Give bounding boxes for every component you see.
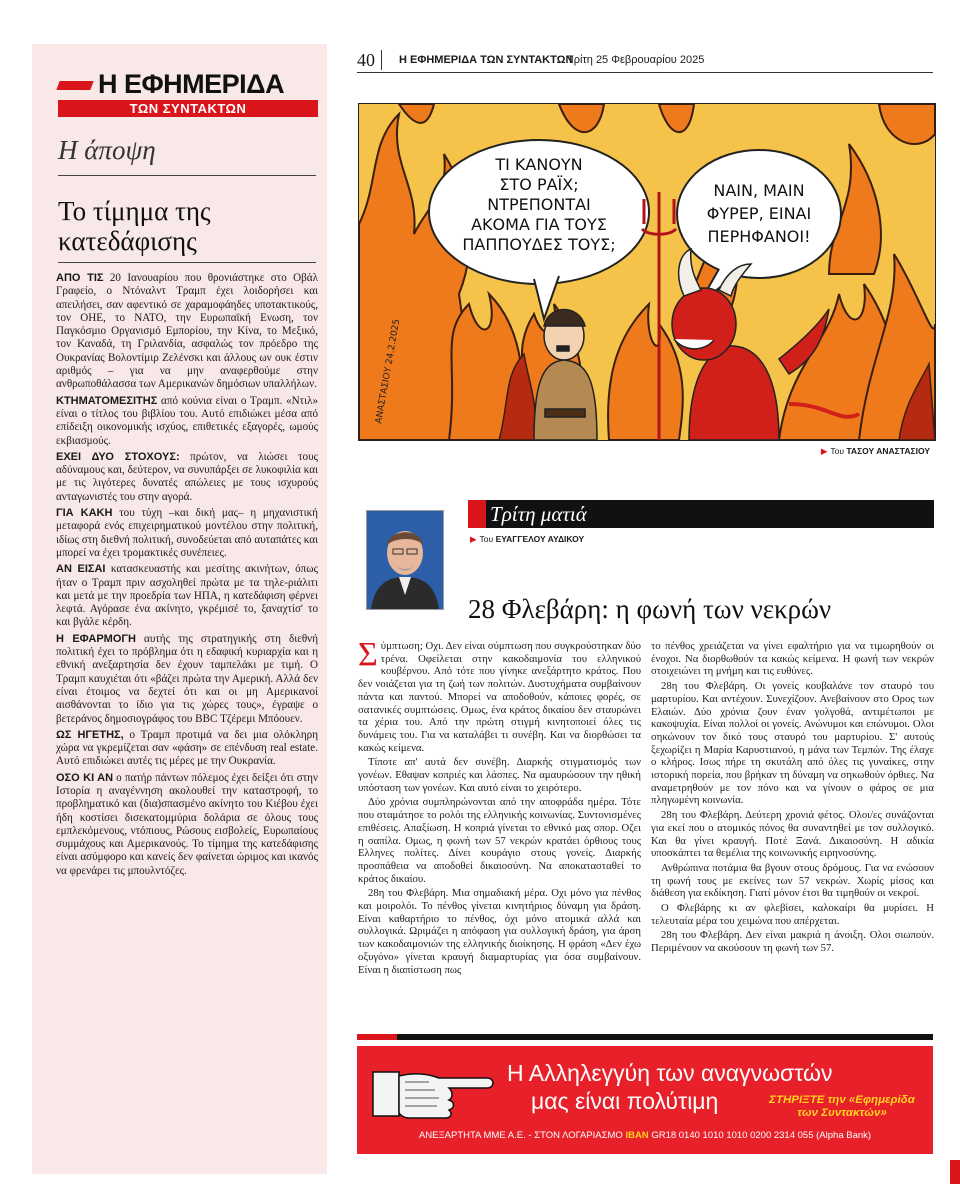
bubble-left-line: ΣΤΟ ΡΑΪΧ; xyxy=(499,175,579,194)
editorial-title: Το τίμημα της κατεδάφισης xyxy=(58,196,211,256)
divider xyxy=(58,262,316,263)
column-initial-block xyxy=(468,500,486,528)
bubble-right-line: ΦΥΡΕΡ, ΕΙΝΑΙ xyxy=(706,204,812,223)
ad-headline-line1: Η Αλληλεγγύη των αναγνωστών xyxy=(507,1060,833,1086)
bubble-left-line: ΠΑΠΠΟΥΔΕΣ ΤΟΥΣ; xyxy=(462,235,616,254)
article-paragraph: Ανθρώπινα ποτάμια θα βγουν στους δρόμους. Για να ενώσουν τη φωνή τους με εκείνες των 57 νεκρών. Χωρίς μίσος και διάθεση για εκδίκηση. Γιατί μόνον έτσι θα τιμηθούν οι νεκροί. xyxy=(651,861,934,900)
page-number: 40 xyxy=(357,50,382,70)
reader-support-ad xyxy=(357,1046,933,1154)
ad-bank-details: ΑΝΕΞΑΡΤΗΤΑ ΜΜΕ Α.Ε. - ΣΤΟΝ ΛΟΓΑΡΙΑΣΜΟ IBAN GR18 0140 1010 1010 0200 2314 055 (Alpha Bank) xyxy=(418,1130,872,1141)
editorial-paragraph: ΑΠΟ ΤΙΣ 20 Ιανουαρίου που θρονιάστηκε στο Οβάλ Γραφείο, ο Ντόναλντ Τραμπ έχει λοιδορήσει και απειλήσει, σαν αφεντικό σε χαραμοφάηδες υποτακτικούς, τον ΟΗΕ, το ΝΑΤΟ, την Ευρωπαϊκή Ενωση, τον Παγκόσμιο Οργανισμό Εμπορίου, την Κίνα, το Μεξικό, τον Καναδά, τη Γριλανδία, ασφαλώς τον πρόεδρο της Ουκρανίας Βολοντίμιρ Ζελένσκι και άλλους ων ουκ έστιν αριθμός – για να μην αναφερθούμε στην ανθρωποθάλασσα των Αμερικανών δημόσιων υπαλλήλων. xyxy=(56,272,318,391)
divider xyxy=(58,175,316,176)
editorial-paragraph: ΓΙΑ ΚΑΚΗ του τύχη –και δική μας– η μηχανιστική μεταφορά ενός επιχειρηματικού μοντέλου στην πολιτική, ιδίως στη διεθνή πολιτική, συνοδεύεται από αυταπάτες και μπορεί να έχει τρομακτικές συνέπειες. xyxy=(56,507,318,559)
page-edge-mark xyxy=(950,1160,960,1184)
editorial-paragraph: ΟΣΟ ΚΙ ΑΝ ο πατήρ πάντων πόλεμος έχει δείξει ότι στην Ιστορία η αναγέννηση ακολουθεί την καταστροφή, το προβληματικό και (δια)σπασμένο ακίνητο του Κιέβου έχει ήδη κοστίσει δισεκατομμύρια δολάρια σε όλους τους εμπλεκόμενους, ντόπιους, Ρώσους εισβολείς, Ευρωπαίους συμμάχους και Αμερικανούς. Το τίμημα της κατεδάφισης είναι ασύμφορο και κανείς δεν φαίνεται ώριμος και ικανός να φρενάρει τις μπουλντόζες. xyxy=(56,771,318,877)
editorial-paragraph: ΚΤΗΜΑΤΟΜΕΣΙΤΗΣ από κούνια είναι ο Τραμπ. «Ντιλ» είναι ο τίτλος του βιβλίου του. Αυτό επιδιώκει μέσα από επίδειξη οικονομικής ισχύος, επιθετικές εξαγορές, ωμούς εκβιασμούς. xyxy=(56,394,318,447)
editorial-paragraph: ΕΧΕΙ ΔΥΟ ΣΤΟΧΟΥΣ: πρώτον, να λιώσει τους αδύναμους και, δεύτερον, να συνυπάρξει σε λυκοφιλία και με τις λιγότερες δυνατές απώλειες με τους ισχυρούς ανταγωνιστές του στην αγορά. xyxy=(56,450,318,503)
column-banner xyxy=(468,500,934,528)
cartoon-signature: ΑΝΑΣΤΑΣΙΟΥ 24.2.2025 xyxy=(374,318,403,425)
masthead-title: Η ΕΦΗΜΕΡΙΔΑ xyxy=(58,70,318,98)
article-paragraph: Ο Φλεβάρης κι αν φλεβίσει, καλοκαίρι θα μυρίσει. Η τελευταία μέρα του χειμώνα που απέρχεται. xyxy=(651,902,934,927)
editorial-paragraph: Η ΕΦΑΡΜΟΓΗ αυτής της στρατηγικής στη διεθνή πολιτική έχει το πρόβλημα ότι η εδαφική κυριαρχία και η εθνική ανεξαρτησία δεν έχουν ταμπελάκι με τιμή. Ο Τραμπ καυχιέται ότι «βάζει πρώτα την Αμερική. Αλλά δεν είναι έτοιμος να δεχτεί ότι και οι μη Αμερικανοί αισθάνονται το ίδιο για τις χώρες τους», έγραψε ο βετεράνος δημοσιογράφος του BBC Τζέρεμι Μπόουεν. xyxy=(56,632,318,725)
page-header xyxy=(357,50,933,73)
ad-headline-line2: μας είναι πολύτιμη xyxy=(531,1088,719,1114)
ad-top-bar xyxy=(357,1034,933,1040)
cartoon-illustration xyxy=(359,104,935,440)
column-name: Τρίτη ματιά xyxy=(490,502,587,526)
article-paragraph: 28η του Φλεβάρη. Οι γονείς κουβαλάνε τον σταυρό του μαρτυρίου. Και αντέχουν. Συνεχίζουν. Ανεβαίνουν στο Ορος των Ελαιών. Δύο χρόνια ζουν έναν γολγοθά, αντιμέτωποι με κακοψυχία. Είναι πολλοί οι γονείς. Ανώνυμοι και επώνυμοι. Ολοι σηκώνουν τον δικό τους σταυρό του μαρτυρίου. Σ' αυτούς ξεχωρίζει η Μαρία Καρυστιανού, η μάνα των Τεμπών. Της έλαχε ο κλήρος. Ισως πήρε τη σκυτάλη από όλες τις γυναίκες, στην ιστορική πορεία, που βρήκαν τη δύναμη να σηκωθούν όρθιες. Να αναμετρηθούν με τον πόνο και να γίνουν ο φάρος σε μια πληγωμένη κοινωνία. xyxy=(651,680,934,807)
triangle-icon: ▶ xyxy=(820,446,828,456)
article-paragraph: 28η του Φλεβάρη. Δεύτερη χρονιά φέτος. Ολοι/ες συνάζονται για εκεί που ο ατομικός πόνος θα συναντηθεί με τον συλλογικό. Και θα γίνει κραυγή. Ποτέ Ξανά. Δικαιοσύνη. Η αδικία υποσκάπτει τα θεμέλια της κοινωνικής ειρηνοσύνης. xyxy=(651,809,934,860)
editorial-body xyxy=(56,272,318,881)
article-paragraph: Δύο χρόνια συμπληρώνονται από την αποφράδα ημέρα. Τότε που σταμάτησε το ρολόι της ελληνικής κοινωνίας. Συντονισμένες επιθέσεις. Απαξίωση. Η κοπριά γίνεται το εθνικό μας σπορ. Οζει η σαπίλα. Ομως, η φωνή των 57 νεκρών κρατάει όρθιους τους Ελληνες πολίτες. Δίνει κουράγιο στους γονείς. Διαρκής προσπάθεια να αποδοθεί δικαιοσύνη. Να αποκατασταθεί το κράτος δικαίου. xyxy=(358,796,641,885)
masthead-logo xyxy=(58,70,318,117)
article-column-2 xyxy=(651,640,934,957)
page-header-paper: Η ΕΦΗΜΕΡΙΔΑ ΤΩΝ ΣΥΝΤΑΚΤΩΝ xyxy=(399,54,574,66)
bubble-left-line: ΑΚΟΜΑ ΓΙΑ ΤΟΥΣ xyxy=(471,215,607,234)
article-paragraph: 28η του Φλεβάρη. Δεν είναι μακριά η άνοιξη. Ολοι σιωπούν. Περιμένουν να ακούσουν τη φωνή των 57. xyxy=(651,929,934,955)
bubble-right-line: ΠΕΡΗΦΑΝΟΙ! xyxy=(707,227,811,246)
ad-support-text: ΣΤΗΡΙΞΤΕ την «Εφημερίδα των Συντακτών» xyxy=(769,1094,915,1119)
article-title: 28 Φλεβάρη: η φωνή των νεκρών xyxy=(468,594,832,624)
article-paragraph: το πένθος χρειάζεται να γίνει εφαλτήριο για να τιμωρηθούν οι ένοχοι. Να διορθωθούν τα κακώς κείμενα. Η φωνή των νεκρών στοιχειώνει τη μνήμη και τις ευθύνες. xyxy=(651,640,934,678)
article-paragraph: 28η του Φλεβάρη. Μια σημαδιακή μέρα. Οχι μόνο για πένθος και μοιρολόι. Το πένθος γίνεται κινητήριος δύναμη για δράση. Είναι καθαρτήριο το πένθος, όχι μόνο ατομικά αλλά και συλλογικά. Ωριμάζει η απόφαση για συλλογική δράση, για άρση των κακοδαιμονιών της ελληνικής διοίκησης. Η φράση «Δεν έχω οξυγόνο» γίνεται κραυγή διαμαρτυρίας για όσα συμβαίνουν. Είναι η διαπίστωση πως xyxy=(358,887,641,976)
editorial-paragraph: ΑΝ ΕΙΣΑΙ κατασκευαστής και μεσίτης ακινήτων, όπως ήταν ο Τραμπ πριν ασχοληθεί πρώτα με τα τηλε-ριάλιτι και μετά με την προεδρία των ΗΠΑ, η κατεδάφιση φέρνει λεφτά. Αγόρασε ένα ακίνητο, γκρέμισέ το, ξαναχτίσ' το και βγάλε κέρδη. xyxy=(56,563,318,629)
article-paragraph: Τίποτε απ' αυτά δεν συνέβη. Διαρκής στιγματισμός των γονέων. Εθαψαν κοπριές και λάσπες. Να αμαυρώσουν την ηθική υπόσταση των γονέων. Και αυτό είναι το χειρότερο. xyxy=(358,756,641,794)
triangle-icon: ▶ xyxy=(470,534,477,544)
editorial-paragraph: ΩΣ ΗΓΕΤΗΣ, ο Τραμπ προτιμά να δει μια ολόκληρη χώρα να γκρεμίζεται σαν «φάση» σε επένδυση real estate. Αυτό επιδιώκει αυτές τις μέρες με την Ουκρανία. xyxy=(56,728,318,768)
masthead-subtitle: ΤΩΝ ΣΥΝΤΑΚΤΩΝ xyxy=(58,100,318,117)
page-header-date: Τρίτη 25 Φεβρουαρίου 2025 xyxy=(567,54,705,66)
article-paragraph: Σύμπτωση; Οχι. Δεν είναι σύμπτωση που συγκρούστηκαν δύο τρένα. Οφείλεται στην κακοδαιμονία του ελληνικού κουβέρνου. Από τότε που γίνηκε ανεξάρτητο κράτος. Που δεν νοιάζεται για τη ζωή των πολιτών. Δυστυχήματα συμβαίνουν πάντα και παντού. Μπορεί να αποδοθούν, κάποιες φορές, σε σατανικές συμπτώσεις. Ομως, ένα κράτος δικαίου δεν σταυρώνει τα χέρια του. Από την πρώτη στιγμή κινητοποιεί όλες τις δυνάμεις του. Για να καταλάβει τι συνέβη. Και να διορθώσει τα κακώς κείμενα. xyxy=(358,636,641,754)
masthead-red-bar xyxy=(56,81,93,90)
author-portrait xyxy=(366,510,444,610)
bubble-right-line: ΝΑΙΝ, ΜΑΙΝ xyxy=(713,181,805,200)
cartoon xyxy=(358,103,936,441)
opinion-section-label: Η άποψη xyxy=(58,135,156,165)
bubble-left-line: ΤΙ ΚΑΝΟΥΝ xyxy=(495,155,583,174)
article-column-1 xyxy=(358,636,641,978)
pointing-hand-icon xyxy=(369,1058,499,1128)
drop-cap: Σ xyxy=(358,636,378,673)
column-author: ▶ Του ΕΥΑΓΓΕΛΟΥ ΑΥΔΙΚΟΥ xyxy=(470,534,585,544)
bubble-left-line: ΝΤΡΕΠΟΝΤΑΙ xyxy=(487,195,591,214)
cartoon-credit: ▶ Του ΤΑΣΟΥ ΑΝΑΣΤΑΣΙΟΥ xyxy=(820,446,930,456)
